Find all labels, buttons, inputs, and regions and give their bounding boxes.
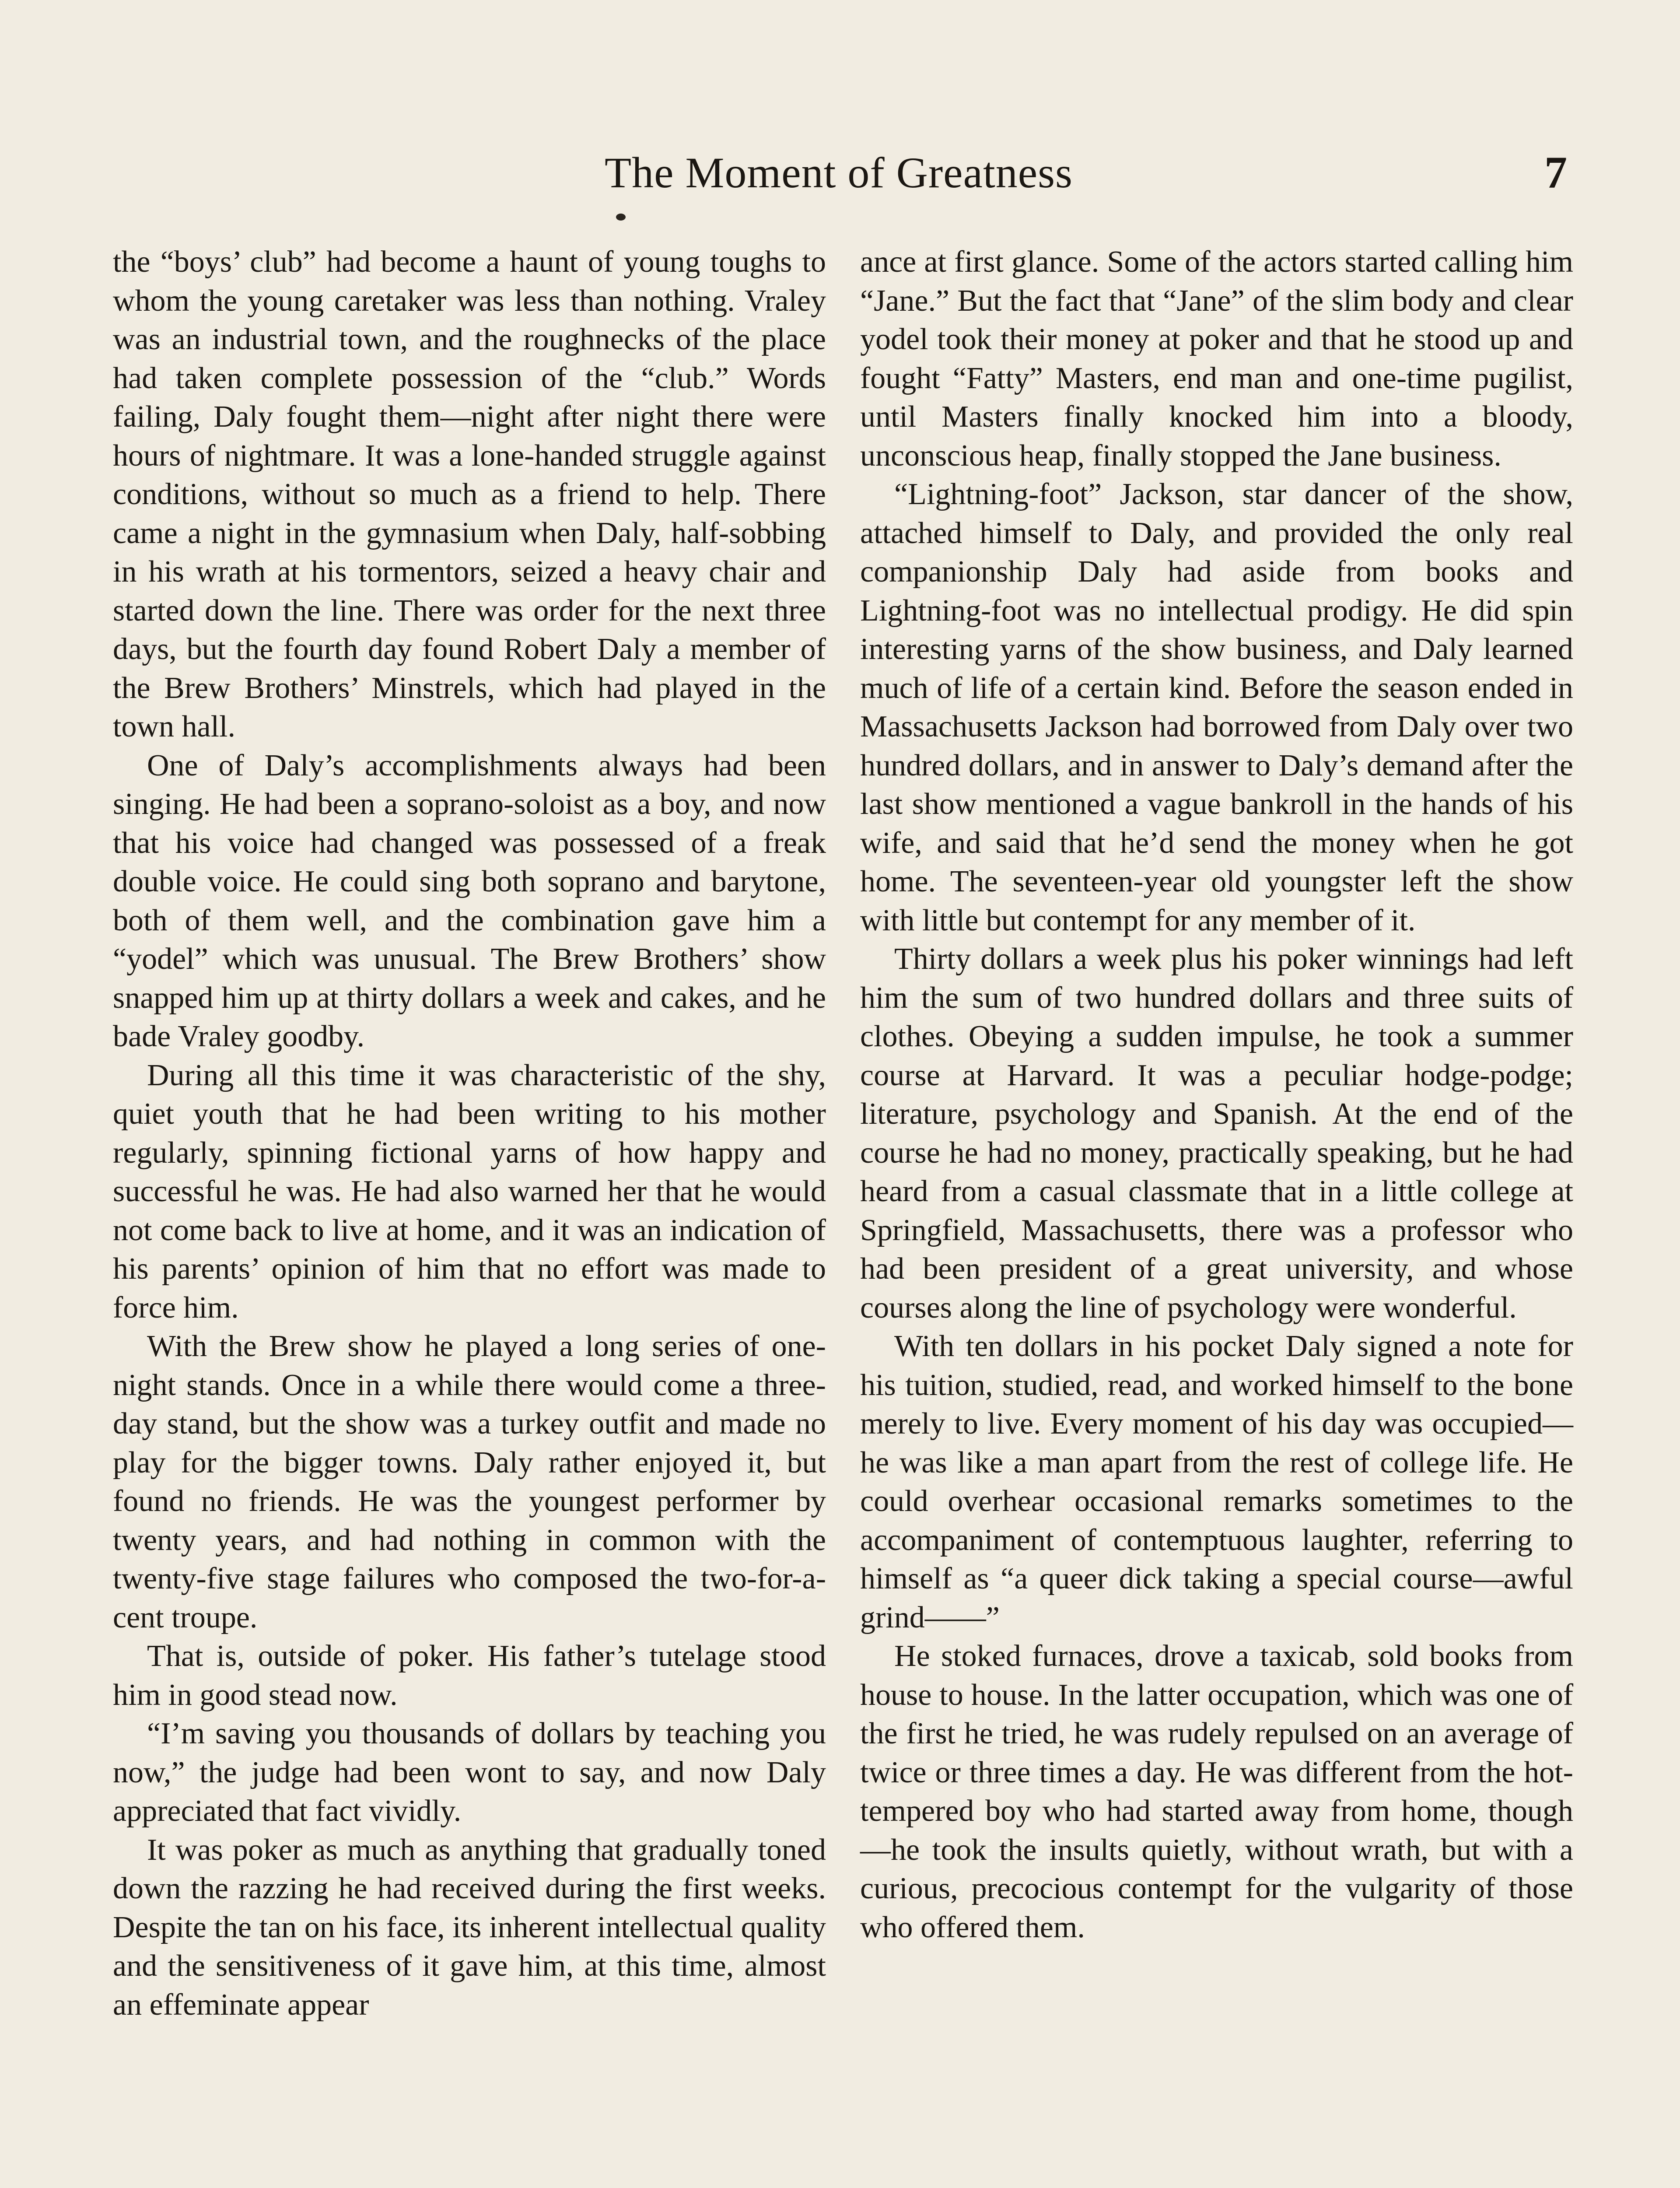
left-column [113,243,826,2024]
paragraph: “I’m saving you thousands of dollars by teaching you now,” the judge had been wont to say, and now Daly appreciated that fact vividly. [113,1717,826,1828]
page-header [0,144,1680,210]
paragraph: One of Daly’s accomplishments always had been singing. He had been a soprano-soloist as a boy, and now that his voice had changed was possessed of a freak double voice. He could sing both soprano and barytone, both of them well, and the combination gave him a “yodel” which was unusual. The Brew Brothers’ show snapped him up at thirty dollars a week and cakes, and he bade Vraley goodby. [113,748,826,1053]
page-number: 7 [1544,147,1567,198]
paragraph: It was poker as much as anything that gradually toned down the razzing he had received during the first weeks. Despite the tan on his face, its inherent intellectual quality and the sensitiveness of it gave him, at this time, almost an effeminate appear [113,1833,826,2022]
paragraph: He stoked furnaces, drove a taxicab, sold books from house to house. In the latter occupation, which was one of the first he tried, he was rudely repulsed on an average of twice or three times a day. He was different from the hot-tempered boy who had started away from home, though—he took the insults quietly, without wrath, but with a curious, precocious contempt for the vulgarity of those who offered them. [860,1639,1573,1944]
paragraph: ance at first glance. Some of the actors started calling him “Jane.” But the fact that “Jane” of the slim body and clear yodel took their money at poker and that he stood up and fought “Fatty” Masters, end man and one-time pugilist, until Masters finally knocked him into a bloody, unconscious heap, finally stopped the Jane business. [860,245,1573,473]
paragraph: During all this time it was characteristic of the shy, quiet youth that he had been writing to his mother regularly, spinning fictional yarns of how happy and successful he was. He had also warned her that he would not come back to live at home, and it was an indication of his parents’ opinion of him that no effort was made to force him. [113,1058,826,1325]
paragraph: “Lightning-foot” Jackson, star dancer of the show, attached himself to Daly, and provided the only real companionship Daly had aside from books and Lightning-foot was no intellectual prodigy. He did spin interesting yarns of the show business, and Daly learned much of life of a certain kind. Before the season ended in Massachusetts Jackson had borrowed from Daly over two hundred dollars, and in answer to Daly’s demand after the last show mentioned a vague bankroll in the hands of his wife, and said that he’d send the money when he got home. The seventeen-year old youngster left the show with little but contempt for any member of it. [860,477,1573,937]
right-column [860,243,1573,1947]
ornament-dot [616,214,626,221]
paragraph: Thirty dollars a week plus his poker winnings had left him the sum of two hundred dollars and three suits of clothes. Obeying a sudden impulse, he took a summer course at Harvard. It was a peculiar hodge-podge; literature, psychology and Spanish. At the end of the course he had no money, practically speaking, but he had heard from a casual classmate that in a little college at Springfield, Massachusetts, there was a professor who had been president of a great university, and whose courses along the line of psychology were wonderful. [860,942,1573,1325]
paragraph: the “boys’ club” had become a haunt of young toughs to whom the young caretaker was less than nothing. Vraley was an industrial town, and the roughnecks of the place had taken complete possession of the “club.” Words failing, Daly fought them—night after night there were hours of nightmare. It was a lone-handed struggle against conditions, without so much as a friend to help. There came a night in the gymnasium when Daly, half-sobbing in his wrath at his tormentors, seized a heavy chair and started down the line. There was order for the next three days, but the fourth day found Robert Daly a member of the Brew Brothers’ Minstrels, which had played in the town hall. [113,245,826,743]
running-title: The Moment of Greatness [605,148,1073,197]
paragraph: That is, outside of poker. His father’s tutelage stood him in good stead now. [113,1639,826,1712]
paragraph: With the Brew show he played a long series of one-night stands. Once in a while there would come a three-day stand, but the show was a turkey outfit and made no play for the bigger towns. Daly rather enjoyed it, but found no friends. He was the youngest performer by twenty years, and had nothing in common with the twenty-five stage failures who composed the two-for-a-cent troupe. [113,1329,826,1634]
paragraph: With ten dollars in his pocket Daly signed a note for his tuition, studied, read, and worked himself to the bone merely to live. Every moment of his day was occupied—he was like a man apart from the rest of college life. He could overhear occasional remarks sometimes to the accompaniment of contemptuous laughter, referring to himself as “a queer dick taking a special course—awful grind——” [860,1329,1573,1634]
